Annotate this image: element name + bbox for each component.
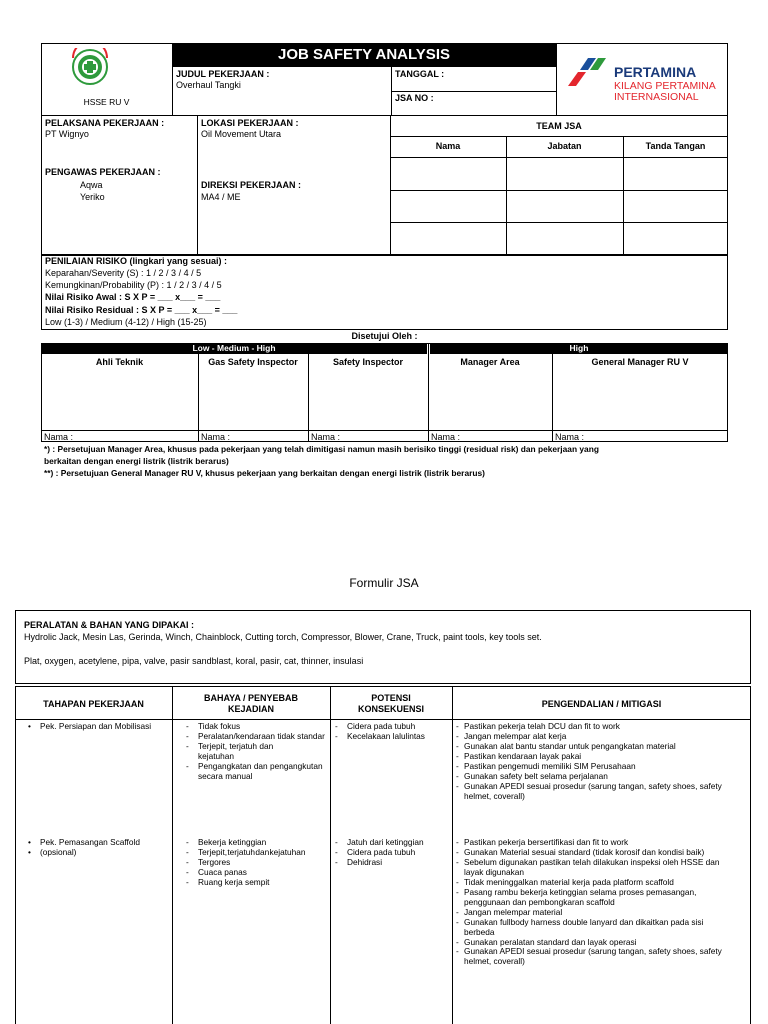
role-general-manager: General Manager RU V <box>591 357 689 367</box>
risk-residual: Nilai Risiko Residual : S X P = ___ x___ = ___ <box>45 305 238 315</box>
pelaksana-label: PELAKSANA PEKERJAAN : <box>45 118 165 128</box>
team-col-jabatan: Jabatan <box>547 141 582 151</box>
list-item: • (opsional) <box>26 848 172 858</box>
row1-potensi <box>335 722 450 742</box>
direksi-label: DIREKSI PEKERJAAN : <box>201 180 302 190</box>
list-item: - Pastikan pekerja bersertifikasi dan fit to work <box>456 838 734 848</box>
pengawas-value-1: Aqwa <box>80 180 103 190</box>
list-item: - Gunakan peralatan standard dan layak operasi <box>456 938 734 948</box>
list-item: - Terjepit, terjatuh dan kejatuhan <box>186 848 326 858</box>
list-item: - Tidak fokus <box>186 722 326 732</box>
list-item: - Gunakan alat bantu standar untuk pengangkatan material <box>456 742 734 752</box>
team-col-tanda-tangan: Tanda Tangan <box>645 141 706 151</box>
list-item: - Jangan melempar alat kerja <box>456 732 734 742</box>
band-high: High <box>430 343 728 354</box>
list-item: - Dehidrasi <box>335 858 450 868</box>
nama-safety: Nama : <box>311 432 341 442</box>
document-title: JOB SAFETY ANALYSIS <box>172 43 556 67</box>
list-item: - Pastikan pengemudi memiliki SIM Perusahaan <box>456 762 734 772</box>
col-bahaya-1: BAHAYA / PENYEBAB <box>203 693 299 703</box>
team-col-nama: Nama <box>435 141 461 151</box>
risk-title: PENILAIAN RISIKO (lingkari yang sesuai) : <box>45 256 228 266</box>
brand-name: PERTAMINA <box>614 64 697 80</box>
unit-label: HSSE RU V <box>83 97 130 107</box>
list-item: - Gunakan safety belt selama perjalanan <box>456 772 734 782</box>
note-manager-area-2: berkaitan dengan energi listrik (listrik berarus) <box>44 456 229 466</box>
pengawas-label: PENGAWAS PEKERJAAN : <box>45 167 161 177</box>
col-potensi-2: KONSEKUENSI <box>357 704 424 714</box>
team-jsa-title: TEAM JSA <box>536 121 582 131</box>
risk-awal: Nilai Risiko Awal : S X P = ___ x___ = ___ <box>45 292 221 302</box>
list-item: - Pengangkatan dan pengangkutan secara manual <box>186 762 326 782</box>
pertamina-logo <box>566 56 610 88</box>
col-tahapan: TAHAPAN PEKERJAAN <box>43 699 144 709</box>
list-item: - Bekerja ketinggian <box>186 838 326 848</box>
risk-levels: Low (1-3) / Medium (4-12) / High (15-25) <box>45 317 207 327</box>
col-pengendalian: PENGENDALIAN / MITIGASI <box>541 699 662 709</box>
pengawas-value-2: Yeriko <box>80 192 105 202</box>
list-item: - Ruang kerja sempit <box>186 878 326 888</box>
nama-general-manager: Nama : <box>555 432 585 442</box>
list-item: - Jatuh dari ketinggian <box>335 838 450 848</box>
note-manager-area-1: *) : Persetujuan Manager Area, khusus pada pekerjaan yang telah dimitigasi namun masih berisiko tinggi (residual risk) dan pekerjaan yang <box>44 444 599 454</box>
peralatan-label: PERALATAN & BAHAN YANG DIPAKAI : <box>24 620 195 630</box>
note-general-manager: **) : Persetujuan General Manager RU V, khusus pekerjaan yang berkaitan dengan energi listrik (listrik berarus) <box>44 468 485 478</box>
approval-title: Disetujui Oleh : <box>351 331 418 341</box>
col-bahaya-2: KEJADIAN <box>227 704 274 714</box>
row1-pengendalian <box>456 722 734 802</box>
list-item: - Pastikan pekerja telah DCU dan fit to work <box>456 722 734 732</box>
list-item: - Cidera pada tubuh <box>335 722 450 732</box>
judul-label: JUDUL PEKERJAAN : <box>176 69 270 79</box>
list-item: - Gunakan fullbody harness double lanyard dan dikaitkan pada sisi berbeda <box>456 918 734 938</box>
band-low-medium-high: Low - Medium - High <box>41 343 427 354</box>
role-ahli-teknik: Ahli Teknik <box>95 357 144 367</box>
list-item: - Jangan melempar material <box>456 908 734 918</box>
nama-ahli-teknik: Nama : <box>44 432 74 442</box>
lokasi-label: LOKASI PEKERJAAN : <box>201 118 299 128</box>
jsano-label: JSA NO : <box>395 93 434 103</box>
list-item: - Terjepit, terjatuh dan kejatuhan <box>186 742 286 762</box>
role-manager-area: Manager Area <box>460 357 520 367</box>
list-item: - Peralatan/kendaraan tidak standar <box>186 732 326 742</box>
risk-probability: Kemungkinan/Probability (P) : 1 / 2 / 3 / 4 / 5 <box>45 280 222 290</box>
judul-value: Overhaul Tangki <box>176 80 241 90</box>
row1-bahaya <box>186 722 326 782</box>
tanggal-label: TANGGAL : <box>395 69 445 79</box>
list-item: - Pastikan kendaraan layak pakai <box>456 752 734 762</box>
direksi-value: MA4 / ME <box>201 192 241 202</box>
list-item: - Gunakan APEDI sesuai prosedur (sarung tangan, safety shoes, safety helmet, coverall) <box>456 782 734 802</box>
list-item: - Tergores <box>186 858 326 868</box>
brand-line1: KILANG PERTAMINA <box>614 80 716 92</box>
list-item: - Cuaca panas <box>186 868 326 878</box>
row1-tahapan <box>26 722 172 732</box>
formulir-title: Formulir JSA <box>349 576 419 590</box>
list-item: - Pasang rambu bekerja ketinggian selama proses pemasangan, penggunaan dan pembongkaran scaffold <box>456 888 734 908</box>
row2-potensi <box>335 838 450 868</box>
list-item: - Cidera pada tubuh <box>335 848 450 858</box>
list-item: - Gunakan APEDI sesuai prosedur (sarung tangan, safety shoes, safety helmet, coverall) <box>456 947 734 967</box>
list-item: - Tidak meninggalkan material kerja pada platform scaffold <box>456 878 734 888</box>
role-safety-inspector: Safety Inspector <box>332 357 404 367</box>
risk-severity: Keparahan/Severity (S) : 1 / 2 / 3 / 4 / 5 <box>45 268 202 278</box>
list-item: - Gunakan Material sesuai standard (tidak korosif dan kondisi baik) <box>456 848 734 858</box>
list-item: • Pek. Pemasangan Scaffold <box>26 838 172 848</box>
brand-line2: INTERNASIONAL <box>614 91 699 103</box>
hsse-logo <box>68 48 112 86</box>
list-item: - Sebelum digunakan pastikan telah dilakukan inspeksi oleh HSSE dan layak digunakan <box>456 858 734 878</box>
role-gas-safety-inspector: Gas Safety Inspector <box>208 357 298 367</box>
peralatan-line-1: Hydrolic Jack, Mesin Las, Gerinda, Winch, Chainblock, Cutting torch, Compressor, Blower, Crane, Truck, paint tools, key tools set. <box>24 632 542 642</box>
pelaksana-value: PT Wignyo <box>45 129 89 139</box>
nama-manager-area: Nama : <box>431 432 461 442</box>
peralatan-line-2: Plat, oxygen, acetylene, pipa, valve, pasir sandblast, koral, pasir, cat, thinner, insulasi <box>24 656 364 666</box>
nama-gas-safety: Nama : <box>201 432 231 442</box>
list-item: - Kecelakaan lalulintas <box>335 732 450 742</box>
row2-tahapan <box>26 838 172 858</box>
list-item: • Pek. Persiapan dan Mobilisasi <box>26 722 172 732</box>
row2-bahaya <box>186 838 326 888</box>
row2-pengendalian <box>456 838 734 967</box>
lokasi-value: Oil Movement Utara <box>201 129 282 139</box>
col-potensi-1: POTENSI <box>371 693 411 703</box>
